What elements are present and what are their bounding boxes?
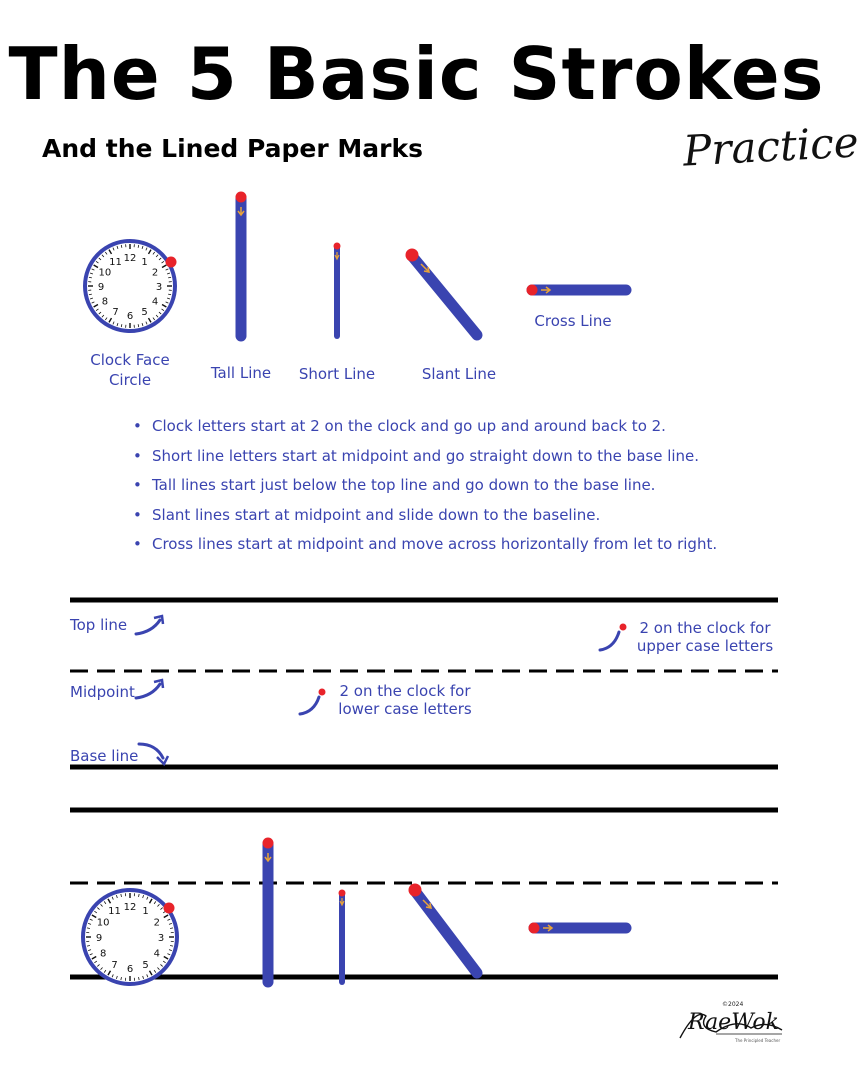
top-line-label: Top line: [70, 616, 128, 634]
start-dot: [409, 884, 422, 897]
clock-number: 10: [98, 267, 112, 279]
slant-line-label: Slant Line: [421, 365, 497, 383]
copyright-text: ©2024: [722, 1001, 744, 1008]
start-dot: [166, 257, 177, 268]
tall-line-stroke: [263, 838, 274, 983]
page-title: The 5 Basic Strokes: [8, 32, 825, 116]
clock-face-icon: [83, 890, 177, 984]
tagline-text: The Principled Teacher: [735, 1038, 781, 1043]
slant-line-stroke: [409, 884, 478, 974]
start-dot: [164, 903, 175, 914]
cross-line-stroke: [529, 923, 627, 934]
midpoint-label: Midpoint: [70, 683, 135, 701]
clock-number: 6: [126, 964, 134, 975]
start-dot: [263, 838, 274, 849]
clock-face-icon: [85, 241, 177, 331]
clock-number: 11: [108, 906, 121, 918]
rules-list: [128, 412, 717, 560]
clock-number: 2: [153, 917, 161, 929]
clock-number: 9: [95, 933, 103, 944]
clock-number: 7: [111, 959, 118, 971]
signature-text: RaeWok: [688, 1010, 779, 1035]
start-dot: [406, 249, 419, 262]
curved-arrow-icon: [136, 620, 160, 634]
clock-number: 2: [151, 267, 159, 279]
clock-number: 5: [142, 959, 149, 971]
tall-line-stroke: [236, 192, 247, 337]
tall-line-label: Tall Line: [210, 364, 272, 382]
slant-line-stroke: [406, 249, 478, 336]
short-line-label: Short Line: [298, 365, 376, 383]
clock-number: 8: [99, 948, 107, 960]
start-dot: [319, 689, 326, 696]
clock-face-label: Clock Face Circle: [90, 351, 170, 389]
curved-arrow-icon: [600, 632, 619, 650]
clock-number: 9: [97, 282, 105, 293]
clock-number: 11: [109, 256, 122, 268]
clock-number: 12: [123, 902, 137, 913]
short-line-stroke: [339, 890, 346, 983]
clock-number: 10: [96, 917, 110, 929]
rule-slant-line: • Slant lines start at midpoint and slide down to the baseline.: [128, 501, 717, 531]
rule-short-line: • Short line letters start at midpoint and go straight down to the base line.: [128, 442, 717, 472]
clock-number: 3: [157, 933, 165, 944]
clock-number: 3: [155, 282, 163, 293]
curved-arrow-icon: [300, 697, 319, 714]
cross-line-label: Cross Line: [534, 312, 612, 330]
clock-number: 4: [151, 296, 159, 308]
stroke-demos: [0, 0, 833, 400]
clock-number: 8: [101, 296, 109, 308]
clock-number: 1: [142, 906, 149, 918]
practice-script-label: Practice: [681, 117, 860, 176]
clock-number: 4: [153, 948, 161, 960]
short-line-stroke: [334, 243, 341, 337]
cross-line-stroke: [527, 285, 627, 296]
curved-arrow-icon: [136, 684, 160, 698]
start-dot: [339, 890, 346, 897]
rule-cross-line: • Cross lines start at midpoint and move across horizontally from let to right.: [128, 530, 717, 560]
rule-tall-line: • Tall lines start just below the top line and go down to the base line.: [128, 471, 717, 501]
curved-arrow-icon: [139, 744, 163, 758]
practice-lines: [0, 790, 833, 1000]
start-dot: [236, 192, 247, 203]
page-subtitle: And the Lined Paper Marks: [42, 134, 423, 163]
clock-number: 1: [141, 256, 148, 268]
rule-clock: • Clock letters start at 2 on the clock and go up and around back to 2.: [128, 412, 717, 442]
start-dot: [527, 285, 538, 296]
start-dot: [334, 243, 341, 250]
base-line-label: Base line: [70, 747, 139, 765]
start-dot: [620, 624, 627, 631]
upper-case-note: 2 on the clock for upper case letters: [636, 619, 774, 655]
start-dot: [529, 923, 540, 934]
clock-number: 5: [141, 307, 148, 319]
clock-number: 6: [126, 311, 134, 322]
clock-number: 7: [112, 307, 119, 319]
lower-case-note: 2 on the clock for lower case letters: [338, 682, 472, 718]
clock-number: 12: [123, 253, 137, 264]
